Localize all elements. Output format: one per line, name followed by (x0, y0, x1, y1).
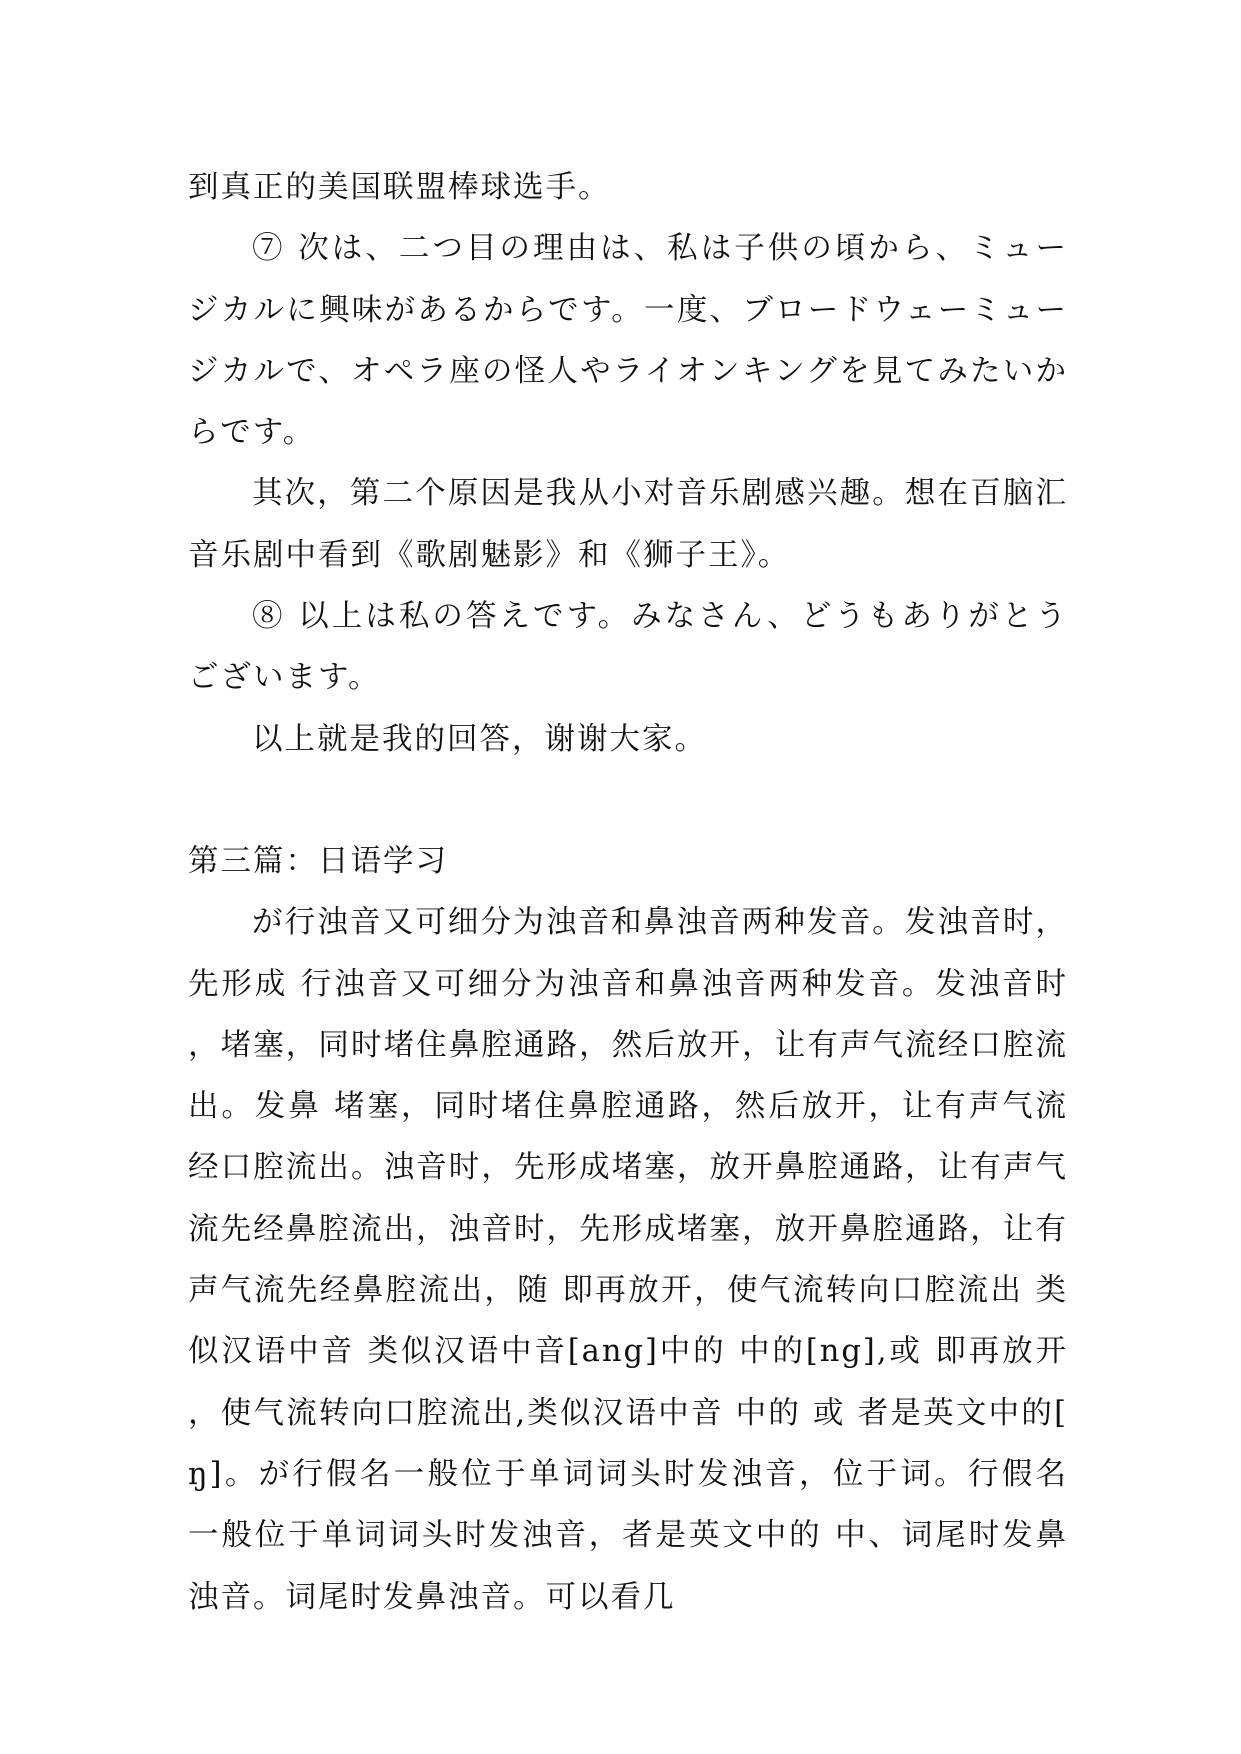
paragraph-baseball: 到真正的美国联盟棒球选手。 (188, 170, 611, 205)
document-body (188, 157, 1068, 1628)
section-heading: 第三篇：日语学习 (188, 843, 448, 879)
section-body-paragraph: が行浊音又可细分为浊音和鼻浊音两种发音。发浊音时，先形成 行浊音又可细分为浊音和鼻浊音两种发音。发浊音时，堵塞，同时堵住鼻腔通路，然后放开，让有声气流经口腔流出。发鼻 堵塞，同时堵住鼻腔通路，然后放开，让有声气流经口腔流出。浊音时，先形成堵塞，放开鼻腔通路，让有声气流先经鼻腔流出，浊音时，先形成堵塞，放开鼻腔通路，让有声气流先经鼻腔流出，随 即再放开，使气流转向口腔流出 类似汉语中音 类似汉语中音[ang]中的 中的[ng],或 即再放开，使气流转向口腔流出,类似汉语中音 中的 或 者是英文中的[ŋ]。が行假名一般位于单词词头时发浊音，位于词。行假名一般位于单词词头时发浊音，者是英文中的 中、词尾时发鼻浊音。词尾时发鼻浊音。可以看几 (188, 905, 1068, 1615)
paragraph-closing-chinese: 以上就是我的回答，谢谢大家。 (252, 721, 707, 757)
paragraph-reason-two-japanese: ⑦ 次は、二つ目の理由は、私は子供の頃から、ミュージカルに興味があるからです。一度、ブロードウェーミュージカルで、オペラ座の怪人やライオンキングを見てみたいからです。 (188, 231, 1068, 451)
paragraph-reason-two-chinese: 其次，第二个原因是我从小对音乐剧感兴趣。想在百脑汇音乐剧中看到《歌剧魅影》和《狮子王》。 (188, 476, 1068, 573)
paragraph-closing-japanese: ⑧ 以上は私の答えです。みなさん、どうもありがとうございます。 (188, 599, 1068, 696)
